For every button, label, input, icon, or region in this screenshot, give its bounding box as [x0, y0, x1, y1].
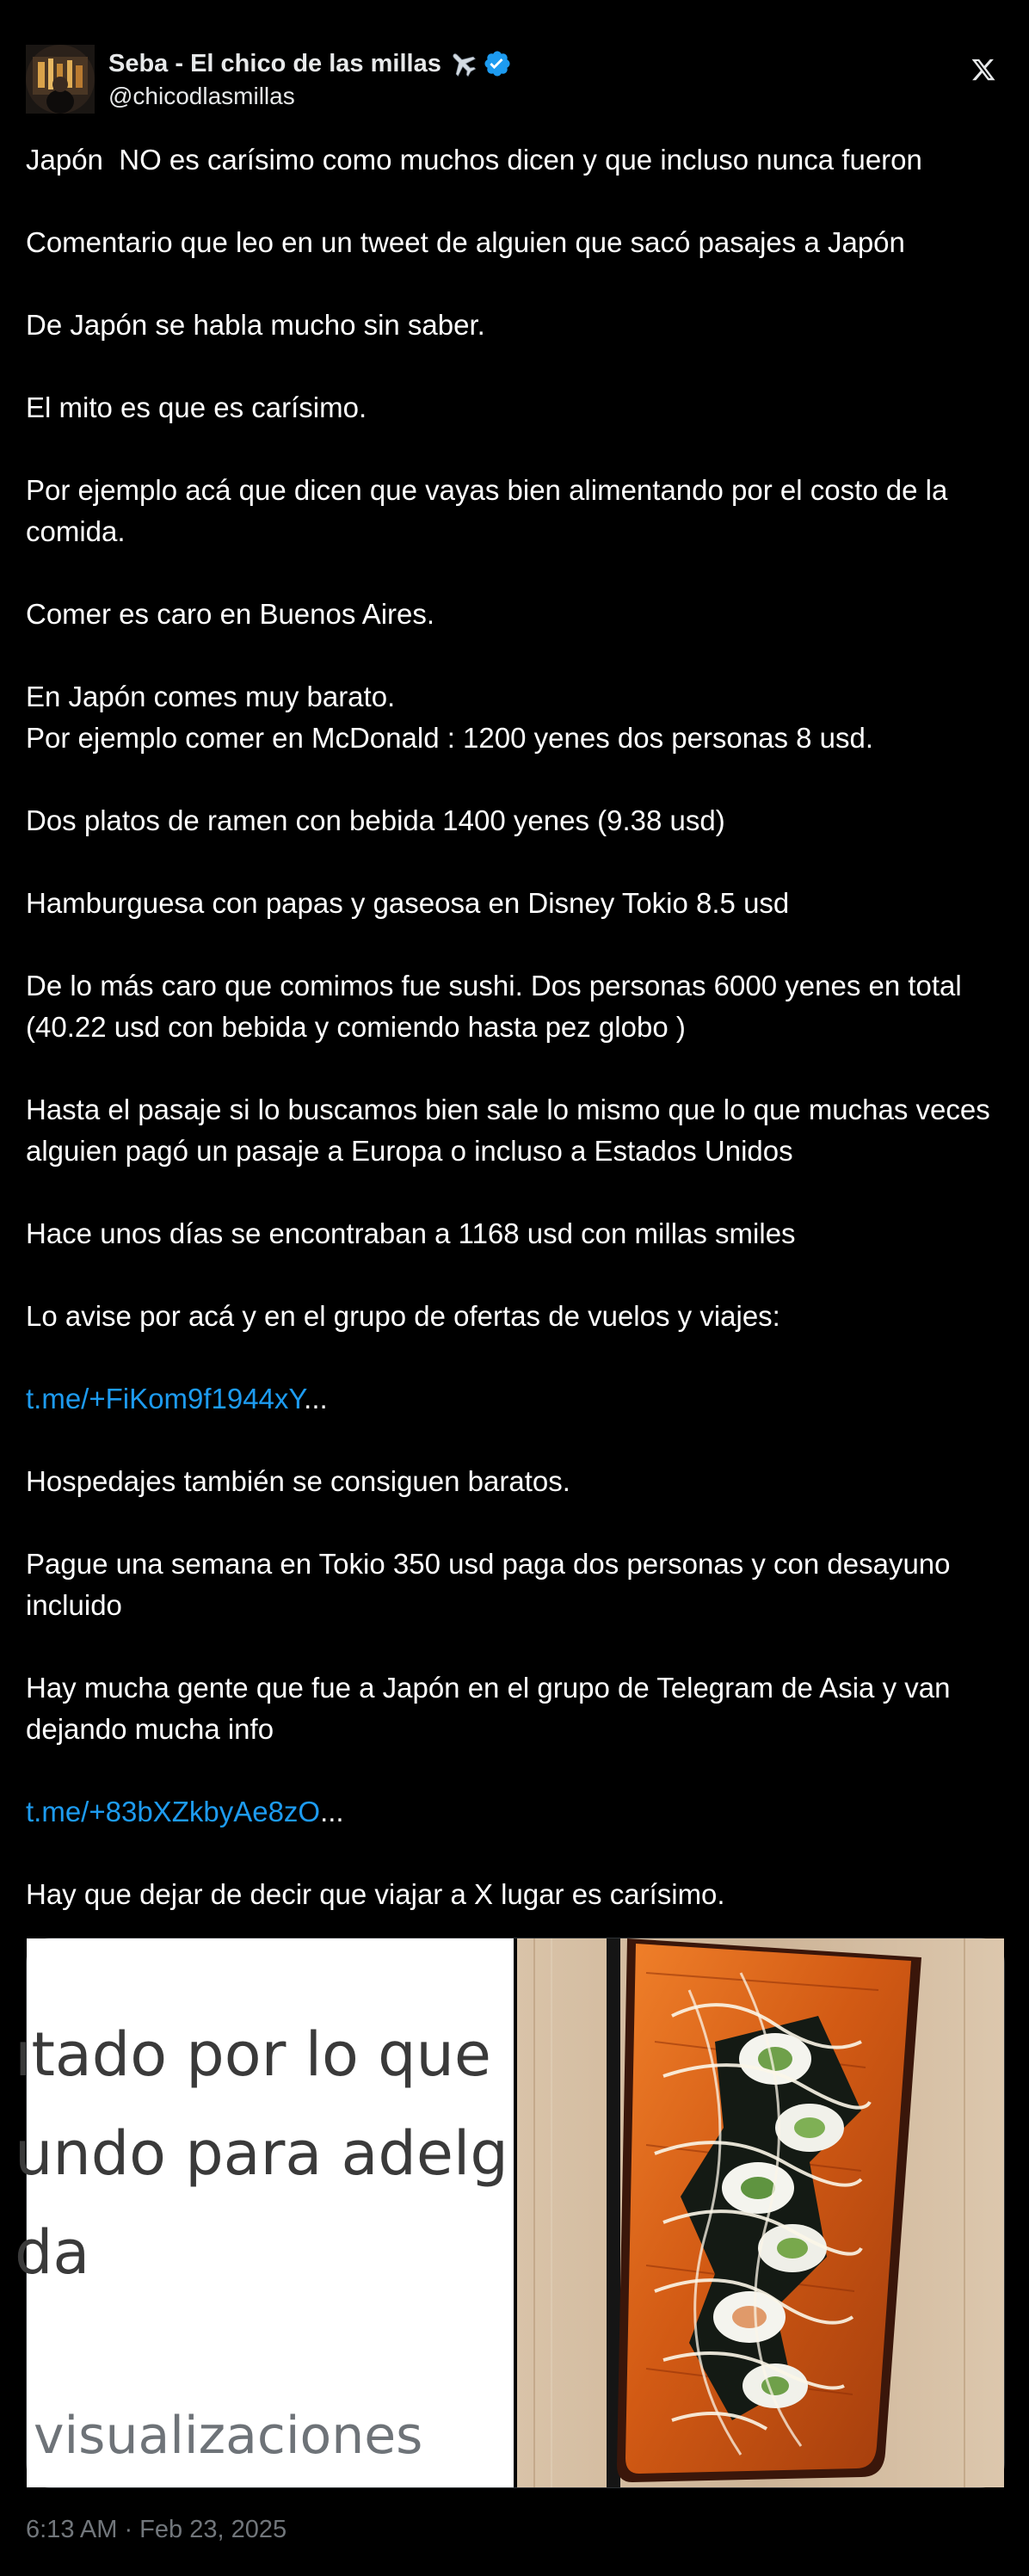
tweet-paragraph: Pague una semana en Tokio 350 usd paga dos personas y con desayuno incluido: [26, 1548, 958, 1621]
author-info: [108, 46, 512, 110]
screenshot-text-line: ıtado por lo que: [15, 2019, 491, 2090]
tweet-paragraph: Dos platos de ramen con bebida 1400 yenes (9.38 usd): [26, 804, 725, 836]
media-sushi-photo[interactable]: [517, 1938, 1004, 2487]
profile-photo: [26, 45, 95, 114]
tweet-media: [15, 1938, 1005, 2488]
tweet-paragraph: Hay mucha gente que fue a Japón en el grupo de Telegram de Asia y van dejando mucha info: [26, 1672, 958, 1745]
verified-badge-icon[interactable]: [483, 49, 512, 78]
link-ellipsis: ...: [320, 1796, 344, 1827]
tweet-paragraph: Hamburguesa con papas y gaseosa en Disney Tokio 8.5 usd: [26, 887, 790, 919]
link-ellipsis: ...: [304, 1383, 328, 1414]
x-logo-icon[interactable]: [970, 57, 996, 83]
screenshot-text-line: da: [15, 2217, 90, 2288]
tweet-paragraph: Por ejemplo acá que dicen que vayas bien alimentando por el costo de la comida.: [26, 474, 956, 547]
tweet-paragraph: Lo avise por acá y en el grupo de ofertas de vuelos y viajes:: [26, 1300, 780, 1332]
avatar[interactable]: [26, 45, 95, 114]
tweet-paragraph: De Japón se habla mucho sin saber.: [26, 309, 485, 341]
tweet-paragraph: En Japón comes muy barato. Por ejemplo comer en McDonald : 1200 yenes dos personas 8 usd.: [26, 681, 874, 754]
tweet-paragraph: Japón NO es carísimo como muchos dicen y que incluso nunca fueron: [26, 144, 922, 176]
tweet-text: [26, 139, 1007, 1915]
tweet-paragraph: Comer es caro en Buenos Aires.: [26, 598, 435, 630]
display-name[interactable]: Seba - El chico de las millas: [108, 49, 441, 77]
screenshot-text-line: undo para adelg: [15, 2118, 508, 2189]
sushi-plate-photo: [517, 1938, 1004, 2487]
tweet-paragraph: Hasta el pasaje si lo buscamos bien sale lo mismo que lo que muchas veces alguien pagó un pasaje a Europa o incluso a Estados Unidos: [26, 1094, 998, 1167]
tweet-timestamp[interactable]: 6:13 AM · Feb 23, 2025: [26, 2516, 287, 2543]
media-screenshot-image[interactable]: [15, 1938, 514, 2487]
telegram-link-asia[interactable]: t.me/+83bXZkbyAe8zO: [26, 1796, 321, 1827]
link-paragraph: [26, 1378, 1007, 1420]
user-handle[interactable]: @chicodlasmillas: [108, 83, 295, 109]
tweet-paragraph: El mito es que es carísimo.: [26, 391, 367, 423]
tweet-paragraph: De lo más caro que comimos fue sushi. Dos personas 6000 yenes en total (40.22 usd con bebida y comiendo hasta pez globo ): [26, 970, 970, 1043]
airplane-icon: [448, 49, 478, 78]
telegram-link-ofertas[interactable]: t.me/+FiKom9f1944xY: [26, 1383, 305, 1414]
tweet-paragraph: Hay que dejar de decir que viajar a X lugar es carísimo.: [26, 1878, 725, 1910]
link-paragraph: [26, 1791, 1007, 1833]
tweet-header: [26, 45, 1003, 117]
tweet-paragraph: Hace unos días se encontraban a 1168 usd con millas smiles: [26, 1217, 796, 1249]
tweet-paragraph: Hospedajes también se consiguen baratos.: [26, 1465, 570, 1497]
screenshot-views-text: visualizaciones: [34, 2406, 423, 2466]
name-row: [108, 46, 512, 81]
tweet-paragraph: Comentario que leo en un tweet de alguien que sacó pasajes a Japón: [26, 226, 905, 258]
